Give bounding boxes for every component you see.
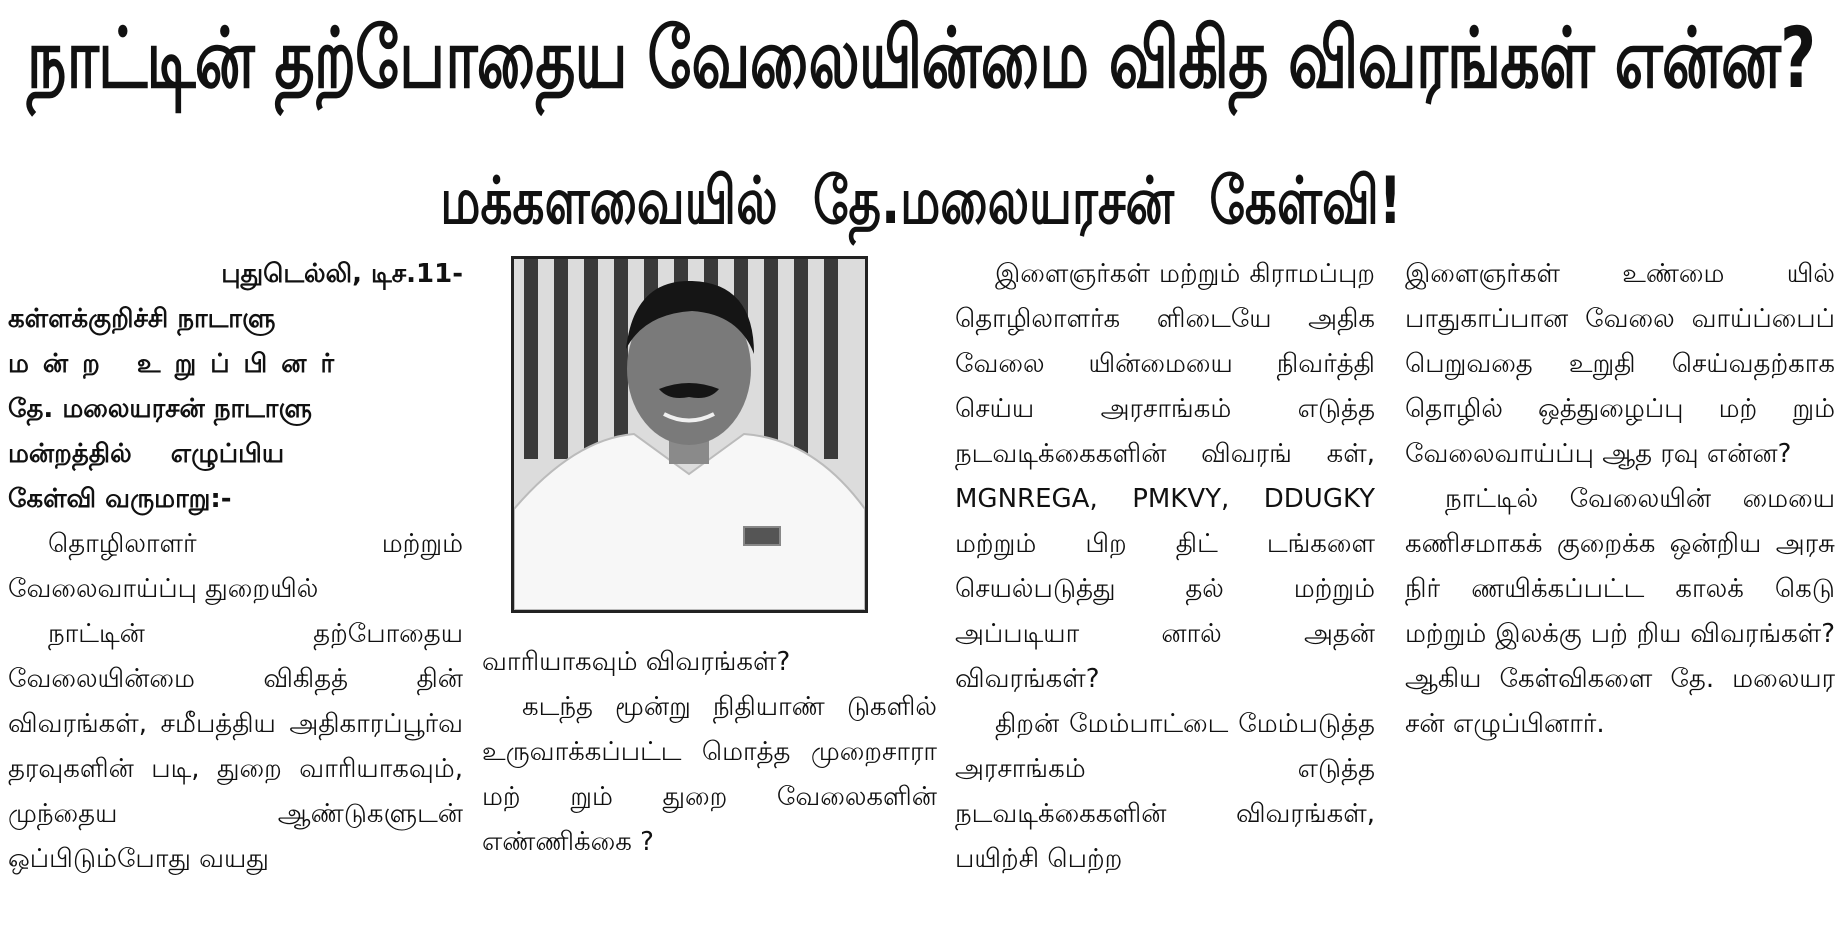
- headline: நாட்டின் தற்போதைய வேலையின்மை விகித விவரங்கள் என்ன?: [26, 8, 1816, 108]
- dateline: புதுடெல்லி, டிச.11-: [221, 259, 463, 289]
- body-paragraph: இளைஞர்கள் உண்மை யில் பாதுகாப்பான வேலை வாய்ப்பைப் பெறுவதை உறுதி செய்வதற்காக தொழில் ஒத்துழைப்பு மற் றும் வேலைவாய்ப்பு ஆத ரவு என்ன?: [1405, 259, 1835, 469]
- lead-line: கள்ளக்குறிச்சி நாடாளு: [8, 304, 276, 334]
- body-paragraph: திறன் மேம்பாட்டை மேம்படுத்த அரசாங்கம் எடுத்த நடவடிக்கைகளின் விவரங்கள், பயிற்சி பெற்ற: [955, 709, 1375, 874]
- body-paragraph: நாட்டின் தற்போதைய வேலையின்மை விகிதத் தின் விவரங்கள், சமீபத்திய அதிகாரப்பூர்வ தரவுகளின் படி, துறை வாரியாகவும், முந்தைய ஆண்டுகளுடன் ஒப்பிடும்போது வயது: [8, 619, 463, 874]
- lead-line: கேள்வி வருமாறு:-: [8, 484, 232, 514]
- portrait-illustration: [514, 259, 865, 610]
- article-column-1: [8, 252, 463, 882]
- lead-line: மன்றத்தில் எழுப்பிய: [8, 439, 285, 469]
- body-paragraph: கடந்த மூன்று நிதியாண் டுகளில் உருவாக்கப்பட்ட மொத்த முறைசாரா மற் றும் துறை வேலைகளின் எண்ணிக்கை ?: [482, 692, 937, 857]
- body-paragraph: நாட்டில் வேலையின் மையை கணிசமாகக் குறைக்க ஒன்றிய அரசு நிர் ணயிக்கப்பட்ட காலக் கெடு மற்றும் இலக்கு பற் றிய விவரங்கள்? ஆகிய கேள்விகளை தே. மலையர சன் எழுப்பினார்.: [1405, 484, 1835, 739]
- body-paragraph: இளைஞர்கள் மற்றும் கிராமப்புற தொழிலாளர்க ளிடையே அதிக வேலை யின்மையை நிவர்த்தி செய்ய அரசாங்கம் எடுத்த நடவடிக்கைகளின் விவரங் கள், MGNREGA, PMKVY, DDUGKY மற்றும் பிற திட் டங்களை செயல்படுத்து தல் மற்றும் அப்படியா னால் அதன் விவரங்கள்?: [955, 259, 1375, 694]
- lead-line: தே. மலையரசன் நாடாளு: [8, 394, 312, 424]
- mp-portrait-photo: [511, 256, 868, 613]
- article-column-4: [1405, 252, 1835, 747]
- subheadline: மக்களவையில் தே.மலையரசன் கேள்வி!: [440, 163, 1402, 239]
- article-column-2: [482, 640, 937, 865]
- body-paragraph: வாரியாகவும் விவரங்கள்?: [482, 647, 791, 677]
- article-column-3: [955, 252, 1375, 882]
- lead-line: மன்ற உறுப்பினர்: [8, 349, 349, 379]
- body-paragraph: தொழிலாளர் மற்றும் வேலைவாய்ப்பு துறையில்: [8, 529, 463, 604]
